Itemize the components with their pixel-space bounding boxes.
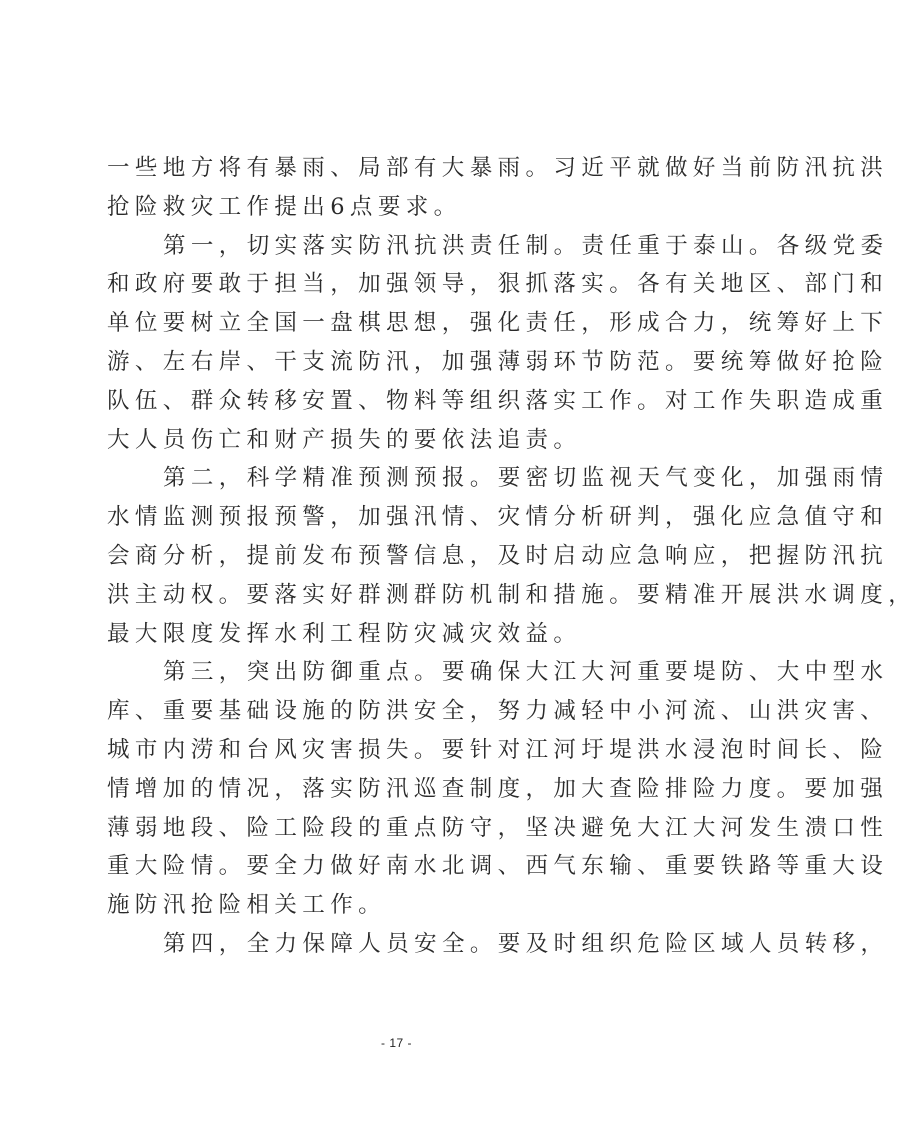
text-line: 和政府要敢于担当，加强领导，狠抓落实。各有关地区、部门和: [107, 271, 889, 298]
text-line: 抢险救灾工作提出6点要求。: [107, 193, 462, 220]
text-line: 城市内涝和台风灾害损失。要针对江河圩堤洪水浸泡时间长、险: [107, 736, 889, 763]
page-number: - 17 -: [380, 1036, 412, 1050]
text-line: 水情监测预报预警，加强汛情、灾情分析研判，强化应急值守和: [107, 504, 889, 531]
text-line: 一些地方将有暴雨、局部有大暴雨。习近平就做好当前防汛抗洪: [107, 155, 889, 181]
text-line: 情增加的情况，落实防汛巡查制度，加大查险排险力度。要加强: [107, 775, 889, 802]
body-text: [107, 149, 916, 964]
text-line: 施防汛抢险相关工作。: [107, 892, 387, 919]
paragraph-start-line: 第一，切实落实防汛抗洪责任制。责任重于泰山。各级党委: [163, 232, 889, 259]
paragraph-start-line: 第二，科学精准预测预报。要密切监视天气变化，加强雨情: [163, 465, 889, 492]
paragraph-start-line: 第四，全力保障人员安全。要及时组织危险区域人员转移，: [163, 930, 889, 957]
text-line: 会商分析，提前发布预警信息，及时启动应急响应，把握防汛抗: [107, 542, 889, 569]
text-line: 薄弱地段、险工险段的重点防守，坚决避免大江大河发生溃口性: [107, 814, 889, 841]
text-line: 重大险情。要全力做好南水北调、西气东输、重要铁路等重大设: [107, 853, 889, 880]
text-line: 库、重要基础设施的防洪安全，努力减轻中小河流、山洪灾害、: [107, 698, 889, 725]
text-line: 洪主动权。要落实好群测群防机制和措施。要精准开展洪水调度，: [107, 581, 916, 608]
text-line: 最大限度发挥水利工程防灾减灾效益。: [107, 620, 582, 647]
text-line: 队伍、群众转移安置、物料等组织落实工作。对工作失职造成重: [107, 387, 889, 414]
text-line: 游、左右岸、干支流防汛，加强薄弱环节防范。要统筹做好抢险: [107, 348, 889, 375]
text-line: 大人员伤亡和财产损失的要依法追责。: [107, 426, 582, 453]
text-line: 单位要树立全国一盘棋思想，强化责任，形成合力，统筹好上下: [107, 310, 889, 337]
paragraph-start-line: 第三，突出防御重点。要确保大江大河重要堤防、大中型水: [163, 659, 889, 686]
